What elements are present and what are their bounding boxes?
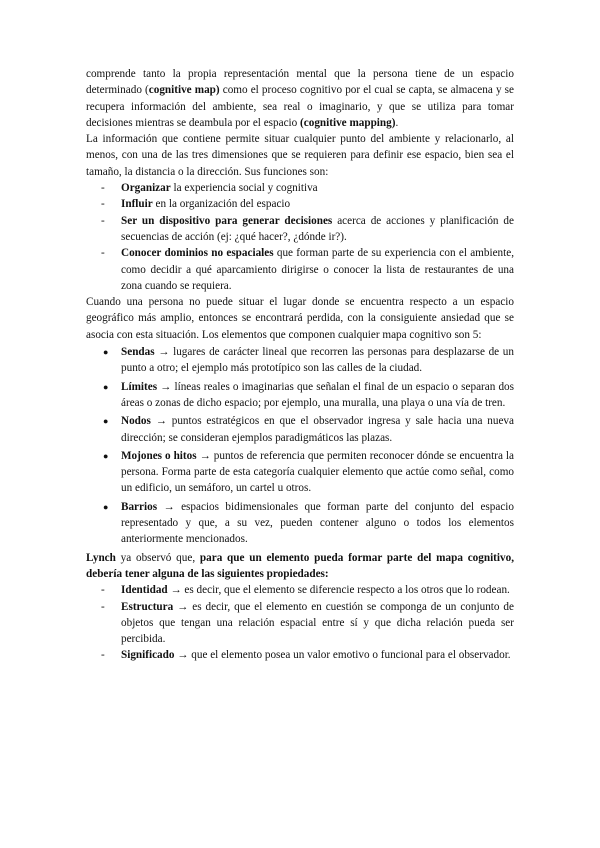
item-term: Significado [121, 649, 175, 662]
functions-intro-paragraph: La información que contiene permite situar cualquier punto del ambiente y relacionarlo, al menos, con una de las tres dimensiones que se requieren para definir ese espacio, bien sea el tamaño, la distancia o la dirección. Sus funciones son: [86, 133, 514, 178]
list-item [86, 344, 514, 377]
lynch-paragraph [86, 550, 514, 583]
item-text: → puntos estratégicos en que el observador ingresa y sale hacia una nueva dirección; se consideran ejemplos paradigmáticos las plazas. [121, 415, 514, 444]
list-item [86, 647, 514, 663]
item-text: → que el elemento posea un valor emotivo o funcional para el observador. [174, 649, 511, 662]
elements-intro-paragraph: Cuando una persona no puede situar el lugar donde se encuentra respecto a un espacio geográfico más amplio, entonces se encontrará perdida, con la consiguiente ansiedad que se asocia con esta situación. Los elementos que componen cualquier mapa cognitivo son 5: [86, 296, 514, 341]
dot-bullet: ● [103, 381, 109, 392]
list-item [86, 245, 514, 294]
dash-bullet: - [101, 649, 105, 662]
item-term: Nodos [121, 415, 151, 428]
item-term: Barrios [121, 500, 158, 513]
item-text: la experiencia social y cognitiva [170, 182, 318, 195]
list-item [86, 196, 514, 212]
cognitive-mapping-term: (cognitive mapping) [300, 116, 396, 129]
item-term: Estructura [121, 600, 174, 613]
cognitive-map-term: cognitive map) [148, 84, 220, 97]
item-text: → es decir, que el elemento en cuestión se componga de un conjunto de objetos que tengan una relación espacial entre sí y que dicha relación pueda ser percibida. [121, 600, 514, 646]
item-term: Influir [121, 198, 153, 211]
list-item [86, 499, 514, 548]
dot-bullet: ● [103, 501, 109, 512]
item-text: → espacios bidimensionales que forman parte del conjunto del espacio representado y que, a su vez, pueden contener alguno o todos los elementos anteriormente mencionados. [121, 500, 514, 546]
dash-bullet: - [101, 214, 105, 227]
intro-text-3: . [395, 116, 399, 129]
item-text: que forman parte de su experiencia con el ambiente, como decidir a qué aparcamiento dirigirse o conocer la lista de restaurantes de una zona cuando se requiera. [121, 247, 515, 292]
list-item [86, 599, 514, 648]
lynch-statement: para que un elemento pueda formar parte del mapa cognitivo, debería tener alguna de las siguientes propiedades: [86, 551, 514, 580]
dot-bullet: ● [103, 416, 109, 427]
list-item [86, 448, 514, 497]
item-text: → es decir, que el elemento se diferencie respecto a los otros que lo rodean. [167, 584, 510, 597]
item-term: Identidad [121, 584, 168, 597]
lynch-name: Lynch [86, 551, 116, 564]
item-term: Organizar [121, 182, 171, 195]
dash-bullet: - [101, 247, 105, 260]
properties-list [86, 582, 514, 663]
dot-bullet: ● [103, 450, 109, 461]
item-text: → puntos de referencia que permiten reconocer dónde se encuentra la persona. Forma parte de esta categoría cualquier elemento que actúe como señal, como un edificio, un semáforo, un cartel u otros. [121, 449, 514, 495]
document-page [86, 66, 514, 664]
item-text: en la organización del espacio [152, 198, 291, 211]
item-term: Sendas [121, 346, 155, 359]
dash-bullet: - [101, 584, 105, 597]
item-text: → líneas reales o imaginarias que señalan el final de un espacio o separan dos áreas o zonas de dicho espacio; por ejemplo, una muralla, una playa o una vía de tren. [121, 380, 514, 409]
list-item [86, 413, 514, 446]
item-term: Límites [121, 380, 158, 393]
item-text: acerca de acciones y planificación de secuencias de acción (ej: ¿qué hacer?, ¿dónde ir?). [121, 214, 514, 243]
list-item [86, 379, 514, 412]
dash-bullet: - [101, 198, 105, 211]
dash-bullet: - [101, 600, 105, 613]
lynch-text: ya observó que, [115, 551, 200, 564]
intro-text-2: como el proceso cognitivo por el cual se capta, se almacena y se recupera información del ambiente, sea real o imaginario, y que se utiliza para tomar decisiones mientras se deambula por el espacio [86, 84, 514, 129]
list-item [86, 180, 514, 196]
elements-list [86, 344, 514, 548]
item-text: → lugares de carácter lineal que recorren las personas para desplazarse de un punto a otro; el ejemplo más prototípico son las calles de la ciudad. [121, 346, 514, 375]
list-item [86, 213, 514, 246]
item-term: Ser un dispositivo para generar decisiones [121, 214, 333, 227]
intro-paragraph [86, 66, 514, 131]
dot-bullet: ● [103, 347, 109, 358]
functions-list [86, 180, 514, 294]
item-term: Mojones o hitos [121, 449, 197, 462]
list-item [86, 582, 514, 598]
intro-text-1: comprende tanto la propia representación mental que la persona tiene de un espacio determinado ( [86, 68, 514, 97]
item-term: Conocer dominios no espaciales [121, 247, 274, 260]
dash-bullet: - [101, 182, 105, 195]
